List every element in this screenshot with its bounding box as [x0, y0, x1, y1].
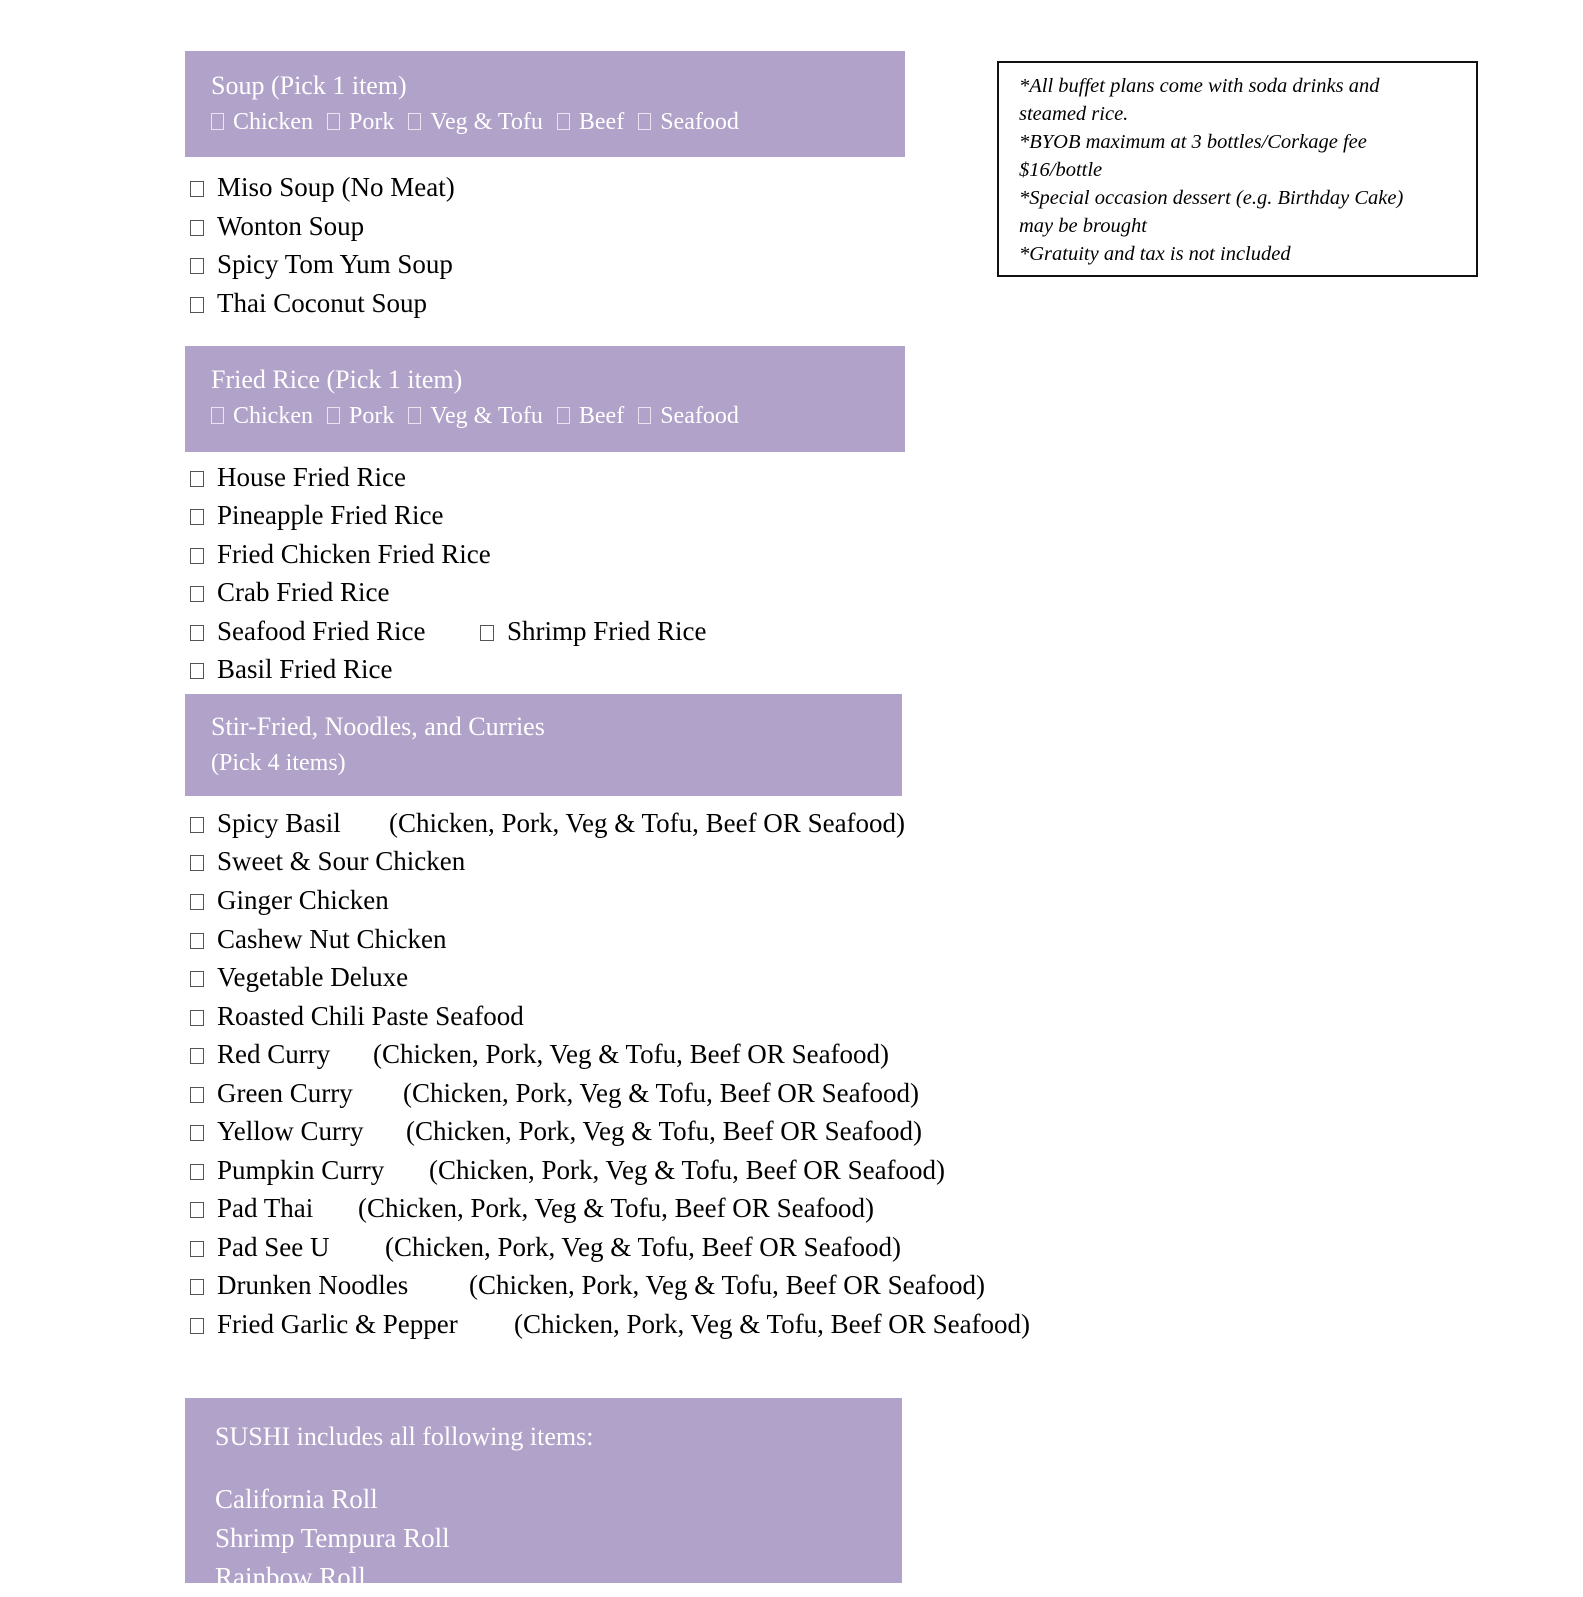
soup-header	[185, 51, 905, 157]
item-protein-options: (Chicken, Pork, Veg & Tofu, Beef OR Seafood)	[358, 1193, 875, 1223]
fried-rice-protein-options	[211, 400, 905, 432]
note-line: *Special occasion dessert (e.g. Birthday Cake)	[1019, 187, 1404, 209]
checkbox-icon[interactable]	[190, 1318, 204, 1334]
sushi-panel	[185, 1398, 902, 1592]
protein-option[interactable]: Veg & Tofu	[408, 400, 543, 432]
checkbox-icon[interactable]	[190, 855, 204, 871]
list-item[interactable]: Spicy Tom Yum Soup	[190, 247, 453, 281]
protein-option[interactable]: Chicken	[211, 400, 313, 432]
checkbox-icon[interactable]	[190, 1125, 204, 1141]
stir-fried-title: Stir-Fried, Noodles, and Curries	[211, 712, 545, 741]
list-item[interactable]: Thai Coconut Soup	[190, 286, 427, 320]
checkbox-icon[interactable]	[190, 220, 204, 236]
note-line: steamed rice.	[1019, 103, 1129, 125]
list-item[interactable]: Sweet & Sour Chicken	[190, 844, 465, 878]
list-item[interactable]: Yellow Curry (Chicken, Pork, Veg & Tofu, Beef OR Seafood)	[190, 1114, 364, 1148]
checkbox-icon[interactable]	[190, 625, 204, 641]
checkbox-icon	[327, 407, 340, 424]
item-protein-options: (Chicken, Pork, Veg & Tofu, Beef OR Seafood)	[514, 1309, 1031, 1339]
protein-option[interactable]: Chicken	[211, 106, 313, 138]
list-item[interactable]: Wonton Soup	[190, 209, 364, 243]
checkbox-icon[interactable]	[190, 971, 204, 987]
sushi-item: Rainbow Roll	[215, 1562, 366, 1592]
checkbox-icon[interactable]	[190, 1010, 204, 1026]
note-line: $16/bottle	[1019, 159, 1103, 181]
protein-option[interactable]: Seafood	[638, 106, 739, 138]
list-item[interactable]: Vegetable Deluxe	[190, 960, 408, 994]
list-item[interactable]: Crab Fried Rice	[190, 575, 389, 609]
protein-option[interactable]: Pork	[327, 400, 394, 432]
checkbox-icon[interactable]	[190, 471, 204, 487]
checkbox-icon[interactable]	[190, 663, 204, 679]
item-protein-options: (Chicken, Pork, Veg & Tofu, Beef OR Seafood)	[469, 1270, 986, 1300]
stir-fried-subtitle: (Pick 4 items)	[211, 750, 346, 776]
list-item[interactable]: Drunken Noodles (Chicken, Pork, Veg & Tofu, Beef OR Seafood)	[190, 1268, 408, 1302]
item-protein-options: (Chicken, Pork, Veg & Tofu, Beef OR Seafood)	[385, 1232, 902, 1262]
fried-rice-title: Fried Rice (Pick 1 item)	[211, 365, 463, 394]
soup-title: Soup (Pick 1 item)	[211, 71, 407, 100]
note-line: *Gratuity and tax is not included	[1019, 243, 1291, 265]
checkbox-icon[interactable]	[190, 181, 204, 197]
list-item[interactable]: Red Curry (Chicken, Pork, Veg & Tofu, Beef OR Seafood)	[190, 1037, 330, 1071]
buffet-notes-box	[997, 61, 1478, 277]
item-protein-options: (Chicken, Pork, Veg & Tofu, Beef OR Seafood)	[429, 1155, 946, 1185]
protein-option[interactable]: Beef	[557, 400, 624, 432]
checkbox-icon[interactable]	[190, 586, 204, 602]
checkbox-icon[interactable]	[190, 509, 204, 525]
checkbox-icon	[408, 113, 421, 130]
sushi-item: California Roll	[215, 1484, 378, 1514]
checkbox-icon[interactable]	[190, 548, 204, 564]
note-line: may be brought	[1019, 215, 1147, 237]
soup-protein-options	[211, 106, 905, 138]
checkbox-icon[interactable]	[190, 1087, 204, 1103]
list-item[interactable]: Miso Soup (No Meat)	[190, 170, 455, 204]
list-item[interactable]: Pad Thai (Chicken, Pork, Veg & Tofu, Beef OR Seafood)	[190, 1191, 313, 1225]
list-item[interactable]: House Fried Rice	[190, 460, 406, 494]
checkbox-icon	[211, 113, 224, 130]
checkbox-icon[interactable]	[190, 297, 204, 313]
checkbox-icon[interactable]	[190, 1279, 204, 1295]
list-item[interactable]: Spicy Basil (Chicken, Pork, Veg & Tofu, Beef OR Seafood)	[190, 806, 341, 840]
stir-fried-header	[185, 694, 902, 796]
checkbox-icon[interactable]	[190, 1202, 204, 1218]
item-protein-options: (Chicken, Pork, Veg & Tofu, Beef OR Seafood)	[389, 808, 906, 838]
checkbox-icon	[557, 407, 570, 424]
note-line: *All buffet plans come with soda drinks and	[1019, 75, 1380, 97]
protein-option[interactable]: Seafood	[638, 400, 739, 432]
fried-rice-header	[185, 346, 905, 452]
checkbox-icon[interactable]	[190, 1048, 204, 1064]
protein-option[interactable]: Pork	[327, 106, 394, 138]
protein-option[interactable]: Veg & Tofu	[408, 106, 543, 138]
list-item[interactable]: Green Curry (Chicken, Pork, Veg & Tofu, Beef OR Seafood)	[190, 1076, 353, 1110]
checkbox-icon[interactable]	[190, 258, 204, 274]
list-item[interactable]: Basil Fried Rice	[190, 652, 392, 686]
checkbox-icon[interactable]	[190, 1164, 204, 1180]
list-item[interactable]: Fried Chicken Fried Rice	[190, 537, 491, 571]
note-line: *BYOB maximum at 3 bottles/Corkage fee	[1019, 131, 1367, 153]
sushi-item: Shrimp Tempura Roll	[215, 1523, 450, 1553]
checkbox-icon	[638, 113, 651, 130]
checkbox-icon	[211, 407, 224, 424]
sushi-title: SUSHI includes all following items:	[215, 1422, 594, 1451]
list-item[interactable]: Shrimp Fried Rice	[480, 614, 706, 648]
checkbox-icon[interactable]	[190, 933, 204, 949]
list-item[interactable]: Fried Garlic & Pepper (Chicken, Pork, Veg & Tofu, Beef OR Seafood)	[190, 1307, 458, 1341]
list-item[interactable]: Seafood Fried Rice	[190, 614, 425, 648]
checkbox-icon[interactable]	[480, 625, 494, 641]
checkbox-icon	[327, 113, 340, 130]
checkbox-icon[interactable]	[190, 894, 204, 910]
checkbox-icon	[408, 407, 421, 424]
checkbox-icon	[638, 407, 651, 424]
checkbox-icon[interactable]	[190, 817, 204, 833]
list-item[interactable]: Ginger Chicken	[190, 883, 389, 917]
list-item[interactable]: Cashew Nut Chicken	[190, 922, 446, 956]
list-item[interactable]: Pad See U (Chicken, Pork, Veg & Tofu, Beef OR Seafood)	[190, 1230, 329, 1264]
checkbox-icon[interactable]	[190, 1241, 204, 1257]
checkbox-icon	[557, 113, 570, 130]
item-protein-options: (Chicken, Pork, Veg & Tofu, Beef OR Seafood)	[373, 1039, 890, 1069]
list-item[interactable]: Roasted Chili Paste Seafood	[190, 999, 524, 1033]
item-protein-options: (Chicken, Pork, Veg & Tofu, Beef OR Seafood)	[406, 1116, 923, 1146]
item-protein-options: (Chicken, Pork, Veg & Tofu, Beef OR Seafood)	[403, 1078, 920, 1108]
list-item[interactable]: Pineapple Fried Rice	[190, 498, 443, 532]
protein-option[interactable]: Beef	[557, 106, 624, 138]
list-item[interactable]: Pumpkin Curry (Chicken, Pork, Veg & Tofu, Beef OR Seafood)	[190, 1153, 384, 1187]
